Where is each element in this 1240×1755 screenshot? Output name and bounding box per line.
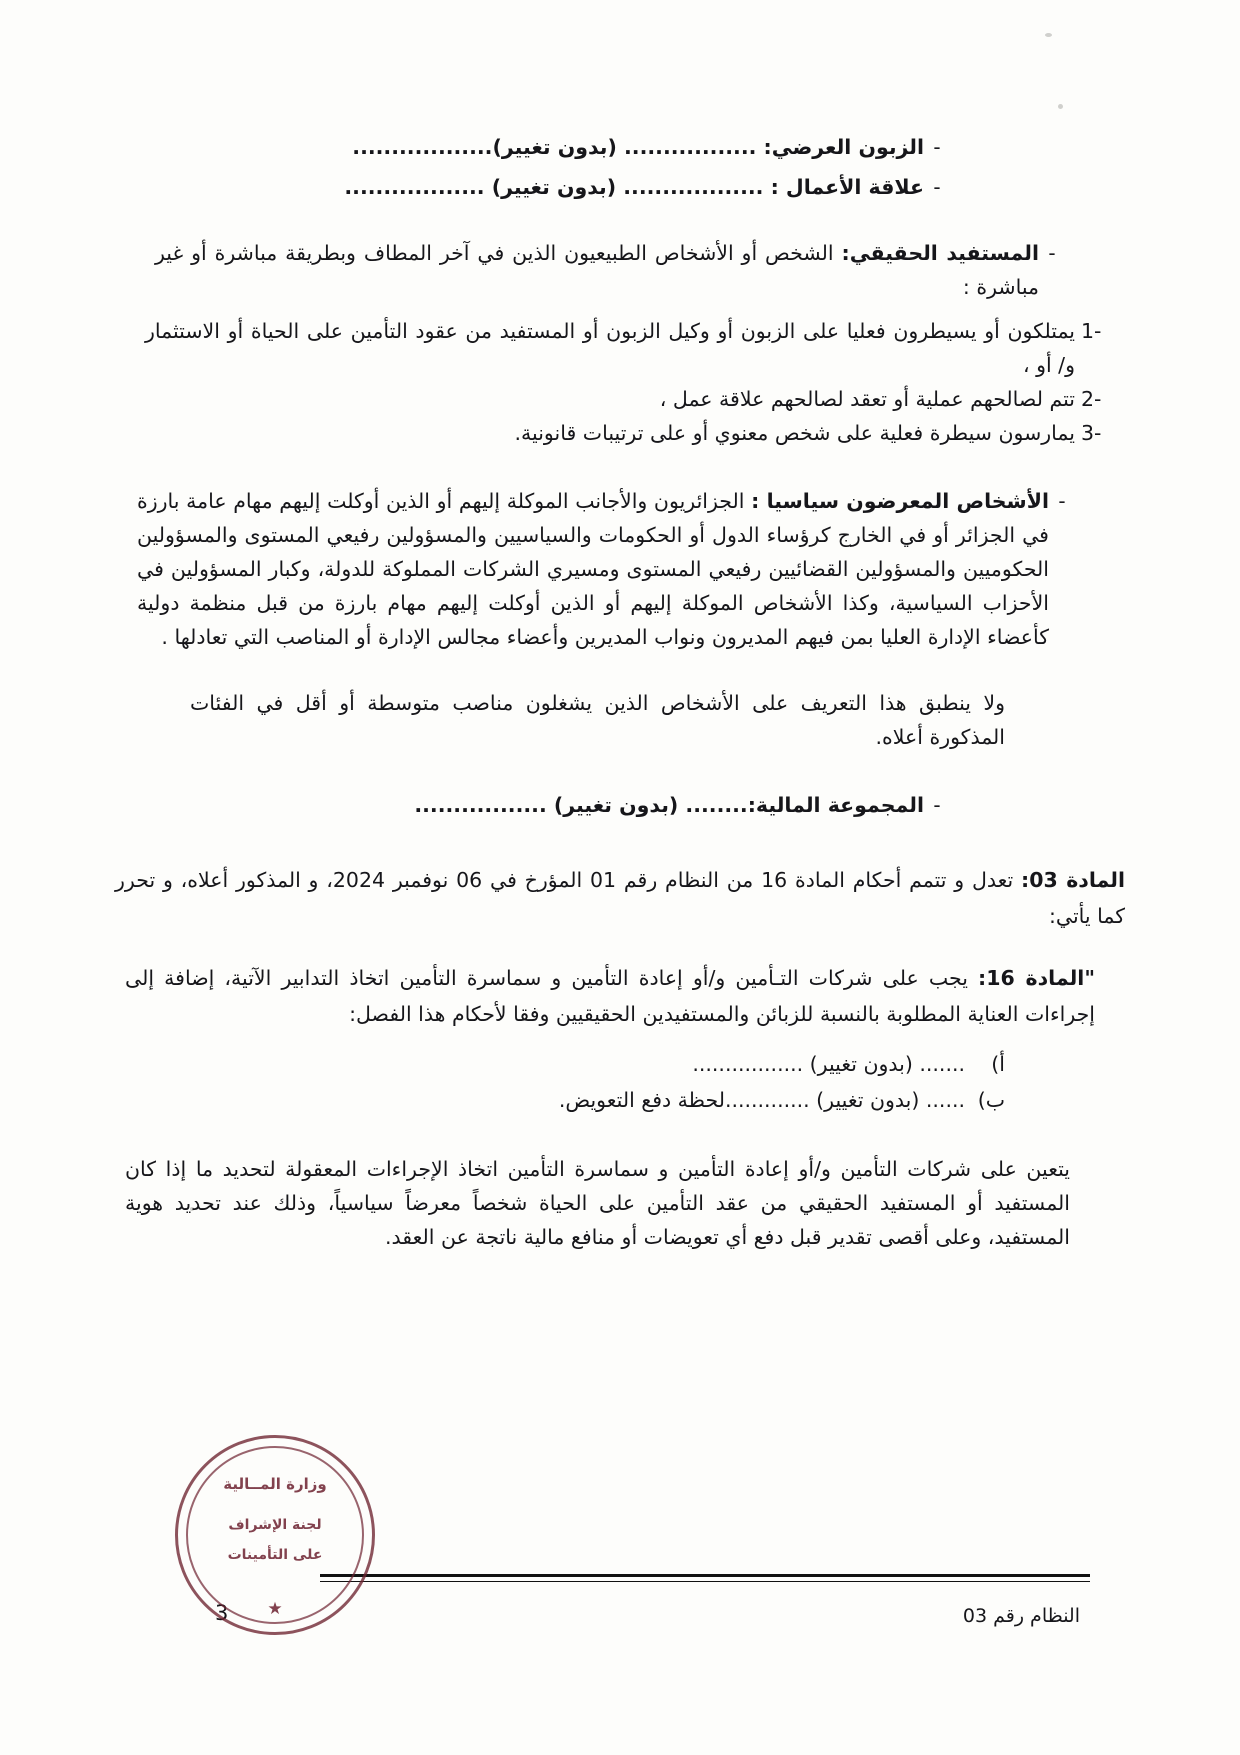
item-number: 1-	[1081, 319, 1102, 343]
article-16: "المادة 16: يجب على شركات التـأمين و/أو إعادة التأمين و سماسرة التأمين اتخاذ التدابير الآتية، إضافة إلى إجراءات العناية المطلوبة بالنسبة للزبائن والمستفيدين الحقيقيين وفقا لأحكام هذا الفصل:	[125, 966, 1095, 1026]
stamp-line-3: على التأمينات	[227, 1547, 323, 1563]
page-number: 3	[215, 1601, 229, 1625]
bullet-mark: -	[933, 135, 941, 159]
list-item	[115, 1046, 1005, 1082]
beneficial-owner-block	[115, 236, 1065, 304]
bullet-mark: -	[1048, 241, 1056, 265]
item-text: يمارسون سيطرة فعلية على شخص معنوي أو على ترتيبات قانونية.	[514, 421, 1075, 445]
list-item	[145, 382, 1115, 416]
bullet-mark: -	[1058, 489, 1066, 513]
list-item	[115, 130, 950, 164]
list-item	[145, 314, 1115, 382]
business-relation-line: علاقة الأعمال : .................. (بدون تغيير) ..................	[344, 175, 924, 199]
pep-exclusion-note: ولا ينطبق هذا التعريف على الأشخاص الذين يشغلون مناصب متوسطة أو أقل في الفئات المذكورة أعلاه.	[190, 691, 1005, 749]
list-item	[115, 1082, 1005, 1118]
item-label: ب)	[977, 1088, 1005, 1112]
footer-divider	[320, 1574, 1090, 1577]
footer-label: النظام رقم 03	[962, 1605, 1080, 1627]
pep-block	[115, 484, 1075, 654]
list-item	[145, 416, 1115, 450]
financial-group-line	[115, 788, 950, 822]
official-stamp	[175, 1435, 375, 1635]
article-16-subitems	[115, 1046, 1005, 1118]
bullet-mark: -	[933, 175, 941, 199]
item-number: 2-	[1081, 387, 1102, 411]
pep-definition: الأشخاص المعرضون سياسيا : الجزائريون والأجانب الموكلة إليهم أو الذين أوكلت إليهم مهام عامة بارزة في الجزائر أو في الخارج كرؤساء الدول أو الحكومات والسياسيين والمسؤولين رفيعي المستوى والمسؤولين الحكوميين والمسؤولين القضائيين رفيعي المستوى ومسيري الشركات المملوكة للدولة، وكبار المسؤولين في الأحزاب السياسية، وكذا الأشخاص الموكلة إليهم أو الذين أوكلت إليهم مهام بارزة من قبل منظمة دولية كأعضاء الإدارة العليا بمن فيهم المديرون ونواب المديرين وأعضاء مجالس الإدارة أو المناصب التي تعادلها .	[137, 489, 1049, 649]
item-text: تتم لصالحهم عملية أو تعقد لصالحهم علاقة عمل ،	[659, 387, 1075, 411]
beneficial-owner-definition: المستفيد الحقيقي: الشخص أو الأشخاص الطبيعيون الذين في آخر المطاف وبطريقة مباشرة أو غير مباشرة :	[155, 241, 1039, 299]
closing-paragraph: يتعين على شركات التأمين و/أو إعادة التأمين و سماسرة التأمين اتخاذ الإجراءات المعقولة لتحديد ما إذا كان المستفيد أو المستفيد الحقيقي من عقد التأمين على الحياة شخصاً معرضاً سياسياً، وذلك عند تحديد هوية المستفيد، وعلى أقصى تقدير قبل دفع أي تعويضات أو منافع مالية ناتجة عن العقد.	[125, 1157, 1070, 1249]
item-text: ....... (بدون تغيير) .................	[692, 1052, 965, 1076]
stamp-star-icon: ★	[267, 1599, 283, 1619]
casual-customer-line: الزبون العرضي: ................. (بدون تغيير)..................	[352, 135, 924, 159]
stamp-line-2: لجنة الإشراف	[228, 1517, 322, 1533]
list-item	[115, 170, 950, 204]
scan-speck	[1045, 33, 1052, 37]
stamp-line-1: وزارة المــالية	[223, 1475, 327, 1493]
scan-speck	[1058, 104, 1063, 109]
financial-group-text: المجموعة المالية:........ (بدون تغيير) .................	[414, 793, 924, 817]
item-label: أ)	[991, 1052, 1005, 1076]
bullet-mark: -	[933, 793, 941, 817]
document-body	[115, 130, 1125, 1254]
article-03: المادة 03: تعدل و تتمم أحكام المادة 16 من النظام رقم 01 المؤرخ في 06 نوفمبر 2024، و المذكور أعلاه، و تحرر كما يأتي:	[115, 868, 1125, 928]
item-text: ...... (بدون تغيير) .............لحظة دفع التعويض.	[558, 1088, 965, 1112]
item-number: 3-	[1081, 421, 1102, 445]
beneficial-owner-items	[145, 314, 1115, 450]
stamp-inner-ring	[186, 1446, 364, 1624]
item-text: يمتلكون أو يسيطرون فعليا على الزبون أو وكيل الزبون أو المستفيد من عقود التأمين على الحياة أو الاستثمار و/ أو ،	[145, 319, 1075, 377]
